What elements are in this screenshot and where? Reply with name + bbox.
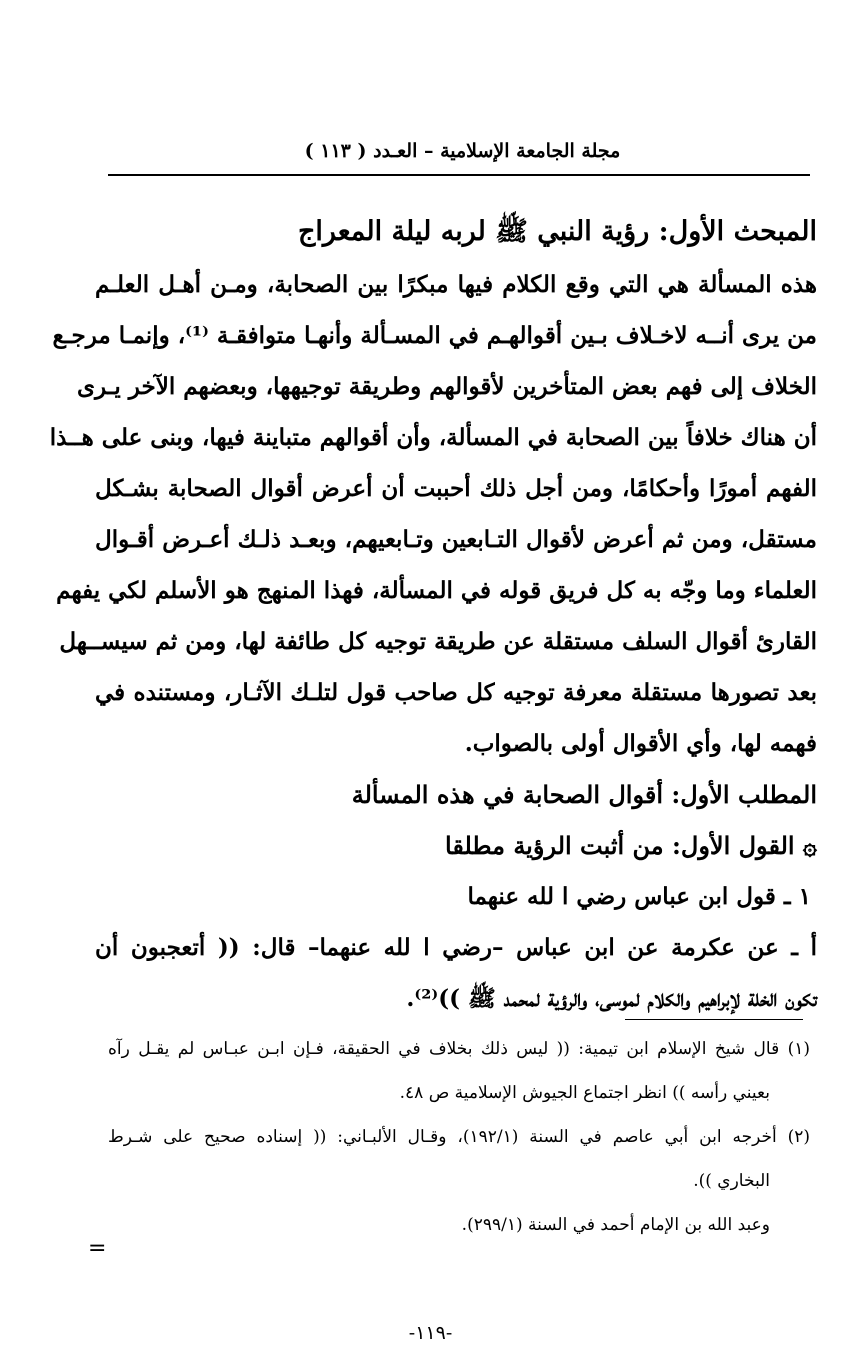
paragraph-line: هذه المسألة هي التي وقع الكلام فيها مبكرًا بين الصحابة، ومـن أهـل العلـم — [95, 271, 817, 298]
intro-paragraph — [49, 259, 818, 769]
paragraph-line: الخلاف إلى فهم بعض المتأخرين لأقوالهم وطريقة توجيهها، وبعضهم الآخر يـرى — [76, 373, 817, 400]
paragraph-line: الفهم أمورًا وأحكامًا، ومن أجل ذلك أحببت أن أعرض أقوال الصحابة بشـكل — [95, 475, 818, 502]
footnote-rule — [625, 1019, 803, 1020]
footnote-line: وعبد الله بن الإمام أحمد في السنة (٢٩٩/١). — [461, 1215, 770, 1235]
hadith-line: تكون الخلة لإبراهيم والكلام لموسى، والرؤية لمحمد ﷺ ))⁽²⁾. — [406, 985, 817, 1012]
hadith-line: أ ـ عن عكرمة عن ابن عباس –رضي ا لله عنهما– قال: (( أتعجبون أن — [95, 934, 817, 961]
footnote-line: (٢) أخرجه ابن أبي عاصم في السنة (١٩٢/١)، وقـال الألبـاني: (( إسناده صحيح على شـرط — [108, 1127, 810, 1147]
first-saying-title: ۞ القول الأول: من أثبت الرؤية مطلقا — [445, 831, 817, 860]
paragraph-line: مستقل، ومن ثم أعرض لأقوال التـابعين وتـابعيهم، وبعـد ذلـك أعـرض أقـوال — [95, 526, 817, 553]
item-heading: ١ ـ قول ابن عباس رضي ا لله عنهما — [467, 883, 811, 910]
footnote-line: بعيني رأسه )) انظر اجتماع الجيوش الإسلامية ص ٤٨. — [399, 1083, 770, 1103]
header-rule — [108, 174, 810, 176]
paragraph-line: فهمه لها، وأي الأقوال أولى بالصواب. — [464, 730, 817, 757]
footnote-line: (١) قال شيخ الإسلام ابن تيمية: (( ليس ذلك بخلاف في الحقيقة، فـإن ابـن عبـاس لم يقـل رآه — [108, 1039, 810, 1059]
paragraph-line: القارئ أقوال السلف مستقلة عن طريقة توجيه كل طائفة لها، ومن ثم سيســهل — [59, 628, 817, 655]
continuation-mark: = — [88, 1236, 107, 1261]
paragraph-line: من يرى أنــه لاخـلاف بـين أقوالهـم في المسـألة وأنهـا متوافقـة ⁽¹⁾، وإنمـا مرجـع — [52, 322, 817, 349]
hadith-quote — [95, 922, 817, 1024]
footnote-line: البخاري )). — [693, 1171, 770, 1191]
paragraph-line: بعد تصورها مستقلة معرفة توجيه كل صاحب قول لتلـك الآثـار، ومستنده في — [95, 679, 817, 706]
paragraph-line: أن هناك خلافاً بين الصحابة في المسألة، وأن أقوالهم متباينة فيها، وبنى على هــذا — [49, 424, 817, 451]
running-header: مجلة الجامعة الإسلامية – العـدد ( ١١٣ ) — [304, 140, 621, 162]
footnotes — [108, 1027, 810, 1247]
subsection-title: المطلب الأول: أقوال الصحابة في هذه المسألة — [351, 780, 817, 809]
page-number: -١١٩- — [408, 1322, 453, 1344]
main-text — [49, 205, 818, 1024]
section-heading: المبحث الأول: رؤية النبي ﷺ لربه ليلة المعراج — [297, 216, 817, 247]
paragraph-line: العلماء وما وجّه به كل فريق قوله في المسألة، فهذا المنهج هو الأسلم لكي يفهم — [56, 577, 817, 604]
